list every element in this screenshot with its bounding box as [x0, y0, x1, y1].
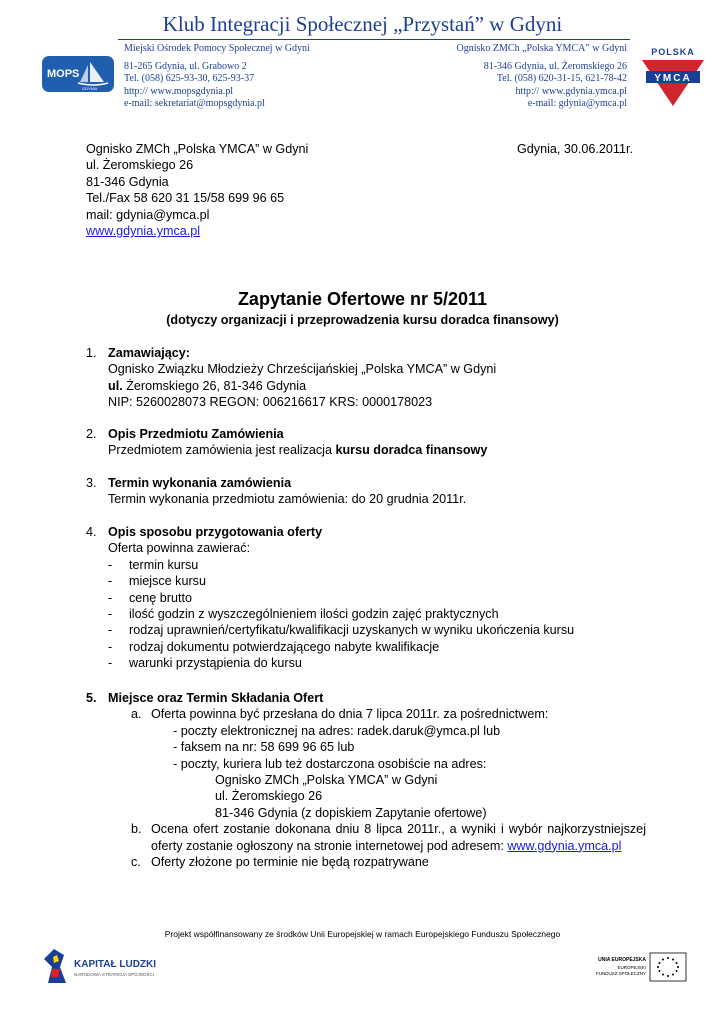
ymca-address: 81-346 Gdynia, ul. Żeromskiego 26 [483, 60, 627, 72]
sender-email: mail: gdynia@ymca.pl [86, 207, 210, 222]
ymca-email[interactable]: e-mail: gdynia@ymca.pl [527, 98, 627, 109]
section-heading: Miejsce oraz Termin Składania Ofert [108, 691, 324, 705]
section-number: 1. [86, 346, 97, 360]
sender-phone-fax: Tel./Fax 58 620 31 15/58 699 96 65 [86, 191, 285, 206]
ymca-website[interactable]: http:// www.gdynia.ymca.pl [515, 85, 627, 97]
ymca-logo-top-text: POLSKA [651, 47, 695, 57]
submission-item-b: b. Ocena ofert zostanie dokonana dniu 8 lipca 2011r., a wyniki i wybór najkorzystniejszej oferty zostanie ogłoszony na stronie internetowej pod adresem: www.gdynia.ymca.pl [131, 822, 646, 853]
section-heading: Opis Przedmiotu Zamówienia [108, 427, 284, 441]
list-item: - ilość godzin z wyszczególnieniem ilości godzin zajęć praktycznych [108, 607, 499, 622]
section-heading: Zamawiający: [108, 346, 190, 360]
kapital-ludzki-logo [42, 947, 202, 987]
offer-contents-list [108, 557, 646, 672]
eu-logo-title: UNIA EUROPEJSKA [598, 957, 646, 963]
document-title: Zapytanie Ofertowe nr 5/2011 [237, 289, 488, 309]
ymca-logo-text: YMCA [654, 73, 692, 84]
eu-logo [568, 951, 688, 985]
ordering-party-address: ul. Żeromskiego 26, 81-346 Gdynia [108, 378, 307, 393]
section-number: 5. [86, 691, 97, 705]
section-submission [86, 690, 646, 870]
submission-item-c: c. Oferty złożone po terminie nie będą rozpatrywane [131, 855, 429, 870]
list-item: - rodzaj uprawnień/certyfikatu/kwalifikacji uzyskanych w wyniku ukończenia kursu [108, 623, 575, 638]
mops-address: 81-265 Gdynia, ul. Grabowo 2 [124, 60, 247, 72]
ymca-org-name: Ognisko ZMCh „Polska YMCA” w Gdyni [456, 43, 627, 54]
letterhead-right-contact [377, 43, 627, 111]
sender-address-block [86, 141, 406, 239]
funding-note: Projekt współfinansowany ze środków Unii Europejskiej w ramach Europejskiego Funduszu Społecznego [164, 929, 561, 939]
submission-item-a: a. Oferta powinna być przesłana do dnia 7 lipca 2011r. za pośrednictwem: - poczty elektronicznej na adres: radek.daruk@ymca.pl lub - faksem na nr: 58 699 96 65 lub - poczty, kuriera lub też dostarczona osobiście na adres: Ognisko ZMCh „Polska YMCA” w Gdyni ul. Żeromskiego 26 81-346 Gdynia (z dopiskiem Zapytanie ofertowe) [131, 706, 646, 821]
mops-phone: Tel. (058) 625-93-30, 625-93-37 [124, 73, 255, 84]
section-number: 2. [86, 427, 97, 441]
section-heading: Opis sposobu przygotowania oferty [108, 525, 323, 539]
section-number: 3. [86, 476, 97, 490]
sender-name: Ognisko ZMCh „Polska YMCA” w Gdyni [86, 142, 309, 156]
mops-logo-text: MOPS [47, 68, 80, 80]
list-item: - rodzaj dokumentu potwierdzającego nabyte kwalifikacje [108, 639, 440, 654]
sender-website-link[interactable]: www.gdynia.ymca.pl [86, 224, 201, 239]
letterhead-title: Klub Integracji Społecznej „Przystań” w Gdyni [162, 12, 563, 36]
mops-email[interactable]: e-mail: sekretariat@mopsgdynia.pl [124, 98, 265, 109]
results-website-link[interactable]: www.gdynia.ymca.pl [507, 838, 622, 853]
kapital-ludzki-title: KAPITAŁ LUDZKI [74, 959, 157, 970]
letterhead-left-contact [124, 43, 374, 111]
completion-date-text: Termin wykonania przedmiotu zamówienia: do 20 grudnia 2011r. [108, 492, 467, 507]
section-order-subject [86, 426, 646, 459]
section-ordering-party [86, 345, 646, 411]
submission-address-line: 81-346 Gdynia (z dopiskiem Zapytanie ofertowe) [215, 805, 487, 820]
eu-logo-subtitle: EUROPEJSKI [617, 965, 646, 970]
letter-date: Gdynia, 30.06.2011r. [517, 142, 633, 156]
list-item: - termin kursu [108, 557, 199, 572]
sender-city: 81-346 Gdynia [86, 174, 169, 189]
ordering-party-ids: NIP: 5260028073 REGON: 006216617 KRS: 0000178023 [108, 395, 433, 410]
section-heading: Termin wykonania zamówienia [108, 476, 292, 490]
mops-website[interactable]: http:// www.mopsgdynia.pl [124, 85, 234, 97]
list-item: - miejsce kursu [108, 574, 206, 589]
ordering-party-name: Ognisko Związku Młodzieży Chrześcijańskiej „Polska YMCA” w Gdyni [108, 362, 497, 377]
submission-item-a-text: Oferta powinna być przesłana do dnia 7 lipca 2011r. za pośrednictwem: [151, 707, 549, 722]
submission-address-line: Ognisko ZMCh „Polska YMCA” w Gdyni [215, 773, 438, 788]
section-number: 4. [86, 525, 97, 539]
submission-channel-post: - poczty, kuriera lub też dostarczona osobiście na adres: [173, 756, 487, 771]
submission-address-line: ul. Żeromskiego 26 [215, 789, 323, 804]
ymca-phone: Tel. (058) 620-31-15, 621-78-42 [496, 73, 627, 84]
sender-street: ul. Żeromskiego 26 [86, 158, 194, 173]
mops-logo [42, 56, 114, 92]
ymca-logo [640, 46, 706, 108]
section-offer-preparation [86, 524, 646, 672]
order-subject-text: Przedmiotem zamówienia jest realizacja kursu doradca finansowy [108, 443, 488, 458]
section-completion-date [86, 475, 646, 508]
mops-logo-subtext: GDYNIA [82, 86, 98, 91]
letterhead-divider [118, 39, 630, 40]
eu-logo-subtitle: FUNDUSZ SPOŁECZNY [595, 971, 646, 976]
document-subtitle: (dotyczy organizacji i przeprowadzenia kursu doradca finansowy) [166, 313, 559, 327]
submission-channel-email: - poczty elektronicznej na adres: radek.daruk@ymca.pl lub [173, 723, 501, 738]
kapital-ludzki-subtitle: NARODOWA STRATEGIA SPÓJNOŚCI [74, 972, 155, 977]
submission-channel-fax: - faksem na nr: 58 699 96 65 lub [173, 740, 355, 755]
mops-org-name: Miejski Ośrodek Pomocy Społecznej w Gdyni [124, 43, 310, 54]
list-item: - cenę brutto [108, 590, 193, 605]
offer-contents-intro: Oferta powinna zawierać: [108, 541, 251, 556]
list-item: - warunki przystąpienia do kursu [108, 656, 302, 671]
